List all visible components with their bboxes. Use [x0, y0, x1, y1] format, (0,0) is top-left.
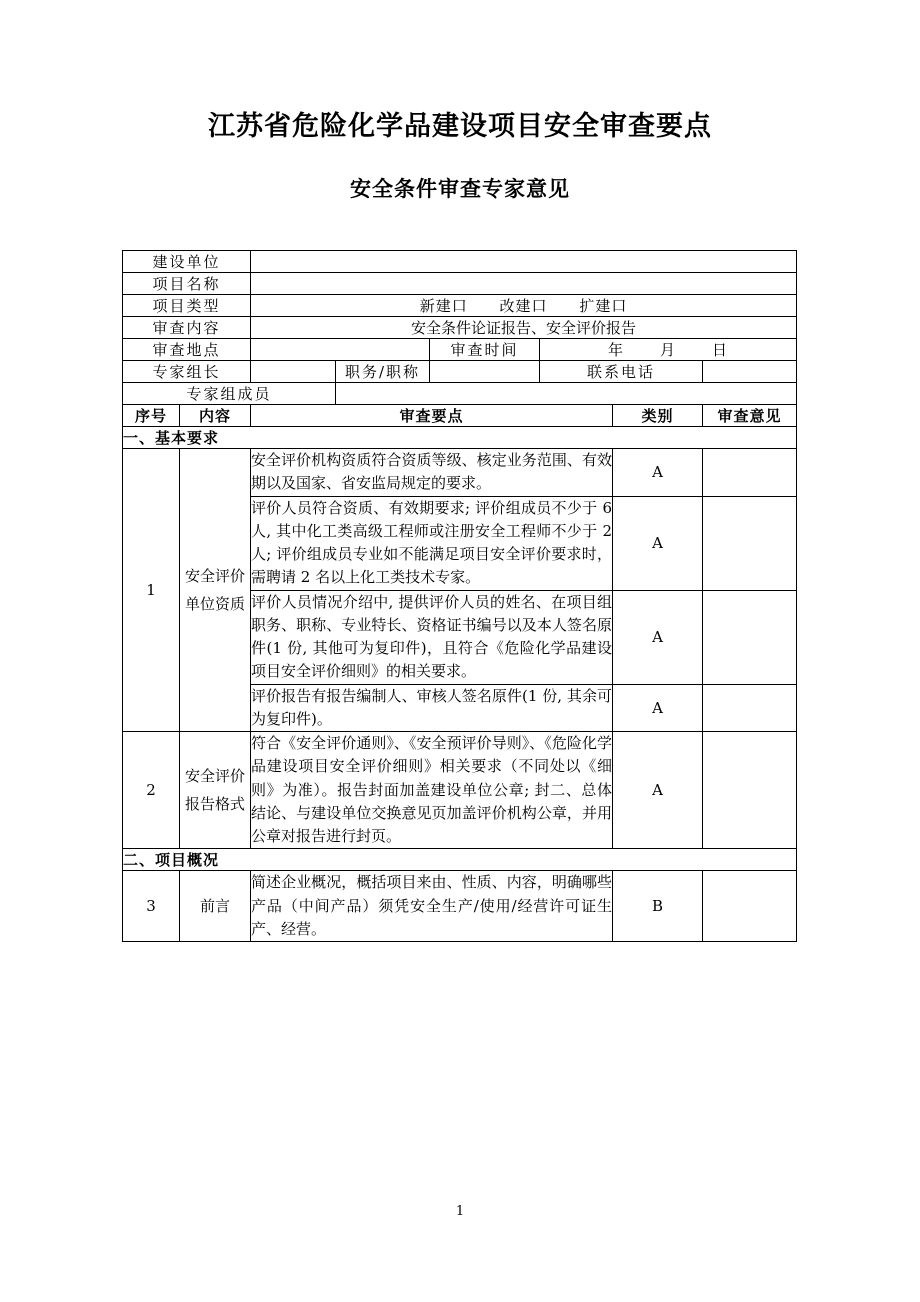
label-contact-phone: 联系电话	[540, 361, 703, 383]
date-month-unit: 月	[660, 341, 677, 359]
category-badge: A	[613, 684, 703, 732]
label-review-time: 审查时间	[430, 339, 540, 361]
column-header-content: 内容	[180, 405, 251, 427]
field-review-time[interactable]	[540, 339, 797, 361]
category-badge: B	[613, 871, 703, 942]
field-position-title[interactable]	[430, 361, 540, 383]
field-project-type	[251, 295, 797, 317]
table-row	[123, 361, 797, 383]
opinion-field[interactable]	[703, 871, 797, 942]
table-row	[123, 732, 797, 849]
opinion-field[interactable]	[703, 496, 797, 590]
review-point-text: 简述企业概况，概括项目来由、性质、内容，明确哪些产品（中间产品）须凭安全生产/使用/经营许可证生产、经营。	[251, 871, 613, 942]
table-row	[123, 317, 797, 339]
option-expansion[interactable]: 扩建口	[579, 297, 628, 315]
review-form-table	[122, 250, 797, 942]
label-expert-members: 专家组成员	[123, 383, 336, 405]
page-subtitle: 安全条件审查专家意见	[350, 176, 570, 201]
page-number: 1	[455, 1204, 465, 1219]
table-header-row	[123, 405, 797, 427]
field-expert-leader[interactable]	[251, 361, 336, 383]
field-review-content: 安全条件论证报告、安全评价报告	[251, 317, 797, 339]
review-point-text: 评价人员符合资质、有效期要求; 评价组成员不少于 6 人, 其中化工类高级工程师或注册安全工程师不少于 2 人; 评价组成员专业如不能满足项目安全评价要求时，需聘请 2 名以上化工类技术专家。	[251, 496, 613, 590]
subject-line: 安全评价	[185, 766, 246, 785]
field-contact-phone[interactable]	[703, 361, 797, 383]
table-row	[123, 295, 797, 317]
page-title: 江苏省危险化学品建设项目安全审查要点	[208, 111, 712, 142]
row-subject-2	[180, 732, 251, 849]
category-badge: A	[613, 732, 703, 849]
category-badge: A	[613, 449, 703, 497]
review-point-text: 评价人员情况介绍中, 提供评价人员的姓名、在项目组职务、职称、专业特长、资格证书编号以及本人签名原件(1 份, 其他可为复印件)，且符合《危险化学品建设项目安全评价细则》的相关要求。	[251, 590, 613, 684]
row-index-2: 2	[123, 732, 180, 849]
field-review-location[interactable]	[251, 339, 430, 361]
table-row	[123, 339, 797, 361]
label-position-title: 职务/职称	[336, 361, 430, 383]
subject-line: 单位资质	[185, 595, 246, 613]
forms-container	[122, 250, 796, 942]
category-badge: A	[613, 590, 703, 684]
table-row	[123, 383, 797, 405]
date-year-unit: 年	[608, 341, 625, 359]
label-construction-unit: 建设单位	[123, 251, 251, 273]
review-point-text: 符合《安全评价通则》、《安全预评价导则》、《危险化学品建设项目安全评价细则》相关要求（不同处以《细则》为准）。报告封面加盖建设单位公章; 封二、总体结论、与建设单位交换意见页加盖评价机构公章，并用公章对报告进行封页。	[251, 732, 613, 849]
date-day-unit: 日	[712, 341, 729, 359]
opinion-field[interactable]	[703, 684, 797, 732]
section-heading-row	[123, 427, 797, 449]
label-review-location: 审查地点	[123, 339, 251, 361]
field-expert-members[interactable]	[336, 383, 797, 405]
table-row	[123, 251, 797, 273]
opinion-field[interactable]	[703, 449, 797, 497]
table-row	[123, 449, 797, 497]
table-row	[123, 871, 797, 942]
opinion-field[interactable]	[703, 732, 797, 849]
label-expert-leader: 专家组长	[123, 361, 251, 383]
review-point-text: 安全评价机构资质符合资质等级、核定业务范围、有效期以及国家、省安监局规定的要求。	[251, 449, 613, 497]
opinion-field[interactable]	[703, 590, 797, 684]
category-badge: A	[613, 496, 703, 590]
section-heading-row	[123, 849, 797, 871]
label-review-content: 审查内容	[123, 317, 251, 339]
label-project-type: 项目类型	[123, 295, 251, 317]
column-header-index: 序号	[123, 405, 180, 427]
column-header-category: 类别	[613, 405, 703, 427]
subject-line: 报告格式	[185, 795, 246, 814]
subject-line: 安全评价	[185, 566, 246, 585]
row-index-1: 1	[123, 449, 180, 732]
option-rebuild[interactable]: 改建口	[499, 297, 548, 315]
column-header-opinion: 审查意见	[703, 405, 797, 427]
section-heading-project-overview: 二、项目概况	[123, 849, 797, 871]
row-index-3: 3	[123, 871, 180, 942]
row-subject-3	[180, 871, 251, 942]
field-construction-unit[interactable]	[251, 251, 797, 273]
section-heading-basic-requirements: 一、基本要求	[123, 427, 797, 449]
subject-line: 前言	[200, 896, 231, 915]
column-header-review-points: 审查要点	[251, 405, 613, 427]
option-new-build[interactable]: 新建口	[419, 297, 468, 315]
label-project-name: 项目名称	[123, 273, 251, 295]
field-project-name[interactable]	[251, 273, 797, 295]
row-subject-1	[180, 449, 251, 732]
review-point-text: 评价报告有报告编制人、审核人签名原件(1 份, 其余可为复印件)。	[251, 684, 613, 732]
table-row	[123, 273, 797, 295]
